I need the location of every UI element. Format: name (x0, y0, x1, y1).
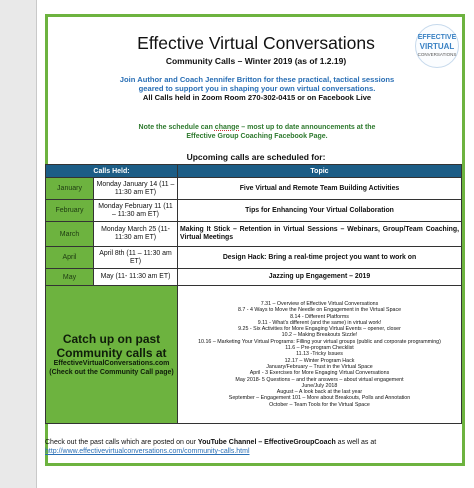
catchup-row (46, 286, 462, 424)
intro-line-3: All Calls held in Zoom Room 270-302-0415 or on Facebook Live (142, 93, 372, 103)
list-item: June/July 2018 (301, 382, 338, 389)
row-when: May (11- 11:30 am ET) (94, 269, 178, 286)
list-item: 11.13 -Tricky Issues (296, 351, 343, 358)
row-when: Monday February 11 (11 – 11:30 am ET) (94, 200, 178, 222)
past-calls-list (178, 286, 462, 424)
document-page (36, 0, 474, 488)
col-header-when: Calls Held: (46, 165, 178, 178)
schedule-table (45, 164, 462, 424)
list-item: 8.7 - 4 Ways to Move the Needle on Engagement in the Virtual Space (237, 307, 402, 314)
list-item: 10.2 – Making Breakouts Sizzle! (281, 332, 358, 339)
catchup-line-1: Catch up on past (62, 332, 161, 346)
note-text-pre: Note the schedule can (138, 124, 215, 131)
row-topic: Five Virtual and Remote Team Building Activities (178, 178, 462, 200)
row-month: February (46, 200, 94, 222)
footer-pre: Check out the past calls which are posted on our (45, 439, 198, 446)
note-text-post: – most up to date announcements at the (239, 124, 376, 131)
page-title: Effective Virtual Conversations (137, 33, 375, 53)
list-item: August – A look back at the last year (276, 389, 363, 396)
list-item: 12.17 – Winter Program Hack (284, 357, 355, 364)
row-month: March (46, 222, 94, 247)
catchup-site: EffectiveVirtualConversations.com (53, 360, 170, 367)
row-topic: Tips for Enhancing Your Virtual Collaboration (178, 200, 462, 222)
row-month: April (46, 247, 94, 269)
row-when: April 8th (11 – 11:30 am ET) (94, 247, 178, 269)
note-line-2: Effective Group Coaching Facebook Page. (186, 133, 328, 140)
row-when: Monday January 14 (11 – 11:30 am ET) (94, 178, 178, 200)
row-month: May (46, 269, 94, 286)
intro-line-1: Join Author and Coach Jennifer Britton for these practical, tactical sessions (119, 75, 395, 84)
list-item: 9.11 - What's different (and the same) in virtual work! (257, 319, 382, 326)
list-item: September – Engagement 101 – More about Breakouts, Polls and Annotation (228, 395, 411, 402)
list-item: January/February – Trust in the Virtual Space (266, 363, 373, 370)
catchup-line-2: Community calls at (56, 346, 167, 360)
list-item: April - 3 Exercises for More Engaging Virtual Conversations (249, 370, 390, 377)
catchup-line-3: (Check out the Community Call page) (49, 368, 174, 376)
logo-text-top: EFFECTIVE (417, 34, 457, 41)
list-item: 11.6 – Pre-program Checklist (285, 345, 354, 352)
table-row (46, 222, 462, 247)
table-row (46, 200, 462, 222)
list-item: 10.16 – Marketing Your Virtual Programs: Filling your virtual groups (public and corporate programming) (198, 338, 441, 345)
note-line-1 (97, 123, 417, 132)
list-item: October – Team Tools for the Virtual Space (269, 401, 370, 408)
list-item: May 2018- 5 Questions – and their answers – about virtual engagement (235, 376, 404, 383)
schedule-note (97, 123, 417, 141)
table-row (46, 269, 462, 286)
list-item: 9.25 - Six Activities for More Engaging Virtual Events – opener, closer (238, 326, 401, 333)
intro-line-2: geared to support you in shaping your own virtual conversations. (138, 84, 376, 94)
col-header-topic: Topic (178, 165, 462, 178)
upcoming-heading: Upcoming calls are scheduled for: (186, 152, 326, 162)
footer-text (45, 438, 465, 456)
row-topic: Jazzing up Engagement – 2019 (178, 269, 462, 286)
table-row (46, 247, 462, 269)
note-change-word: change (214, 124, 240, 131)
row-topic: Making It Stick – Retention in Virtual Sessions – Webinars, Group/Team Coaching, Virtual Meetings (178, 222, 462, 247)
logo-text-sub: CONVERSATIONS (417, 52, 457, 57)
list-item: 8.14 - Different Platforms (290, 313, 349, 320)
youtube-channel-name: YouTube Channel – EffectiveGroupCoach (197, 439, 336, 446)
catchup-cell (46, 286, 178, 424)
community-calls-link[interactable]: http://www.effectivevirtualconversations.com/community-calls.html (45, 448, 250, 455)
table-row (46, 178, 462, 200)
intro-block (87, 75, 427, 103)
footer-mid: as well as at (335, 439, 377, 446)
page-subtitle: Community Calls – Winter 2019 (as of 1.2.19) (165, 56, 347, 66)
row-when: Monday March 25 (11-11:30 am ET) (94, 222, 178, 247)
logo-text-main: VIRTUAL (419, 42, 455, 51)
list-item: 7.31 – Overview of Effective Virtual Conversations (260, 300, 379, 307)
table-header-row (46, 165, 462, 178)
row-month: January (46, 178, 94, 200)
row-topic: Design Hack: Bring a real-time project you want to work on (178, 247, 462, 269)
